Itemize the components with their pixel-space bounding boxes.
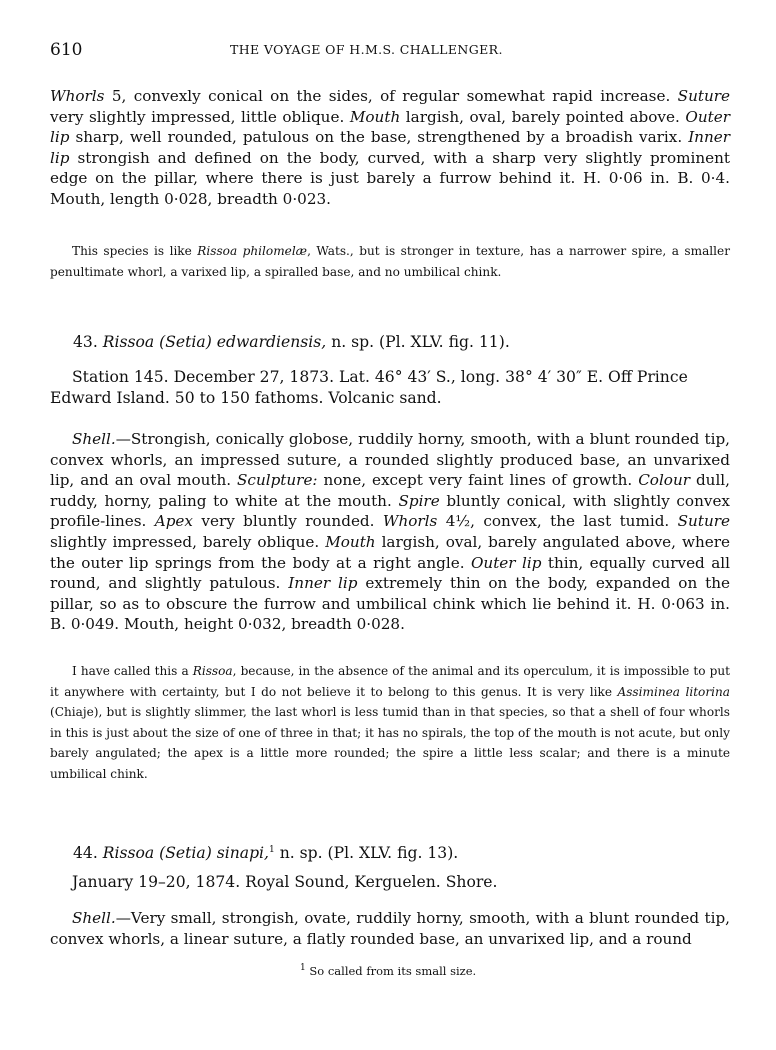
colour-text: dull, ruddy, horny, paling to white at the mouth. [50, 471, 730, 510]
mouth-text: largish, oval, barely angulated above, where the outer lip springs from the body at a right angle. [50, 532, 730, 572]
inner-lip-label: Inner lip [288, 574, 358, 593]
whorls-text: 4½, convex, the last tumid. [437, 512, 678, 531]
shell-text: —Strongish, conically globose, ruddily horny, smooth, with a blunt rounded tip, convex whorls, an impressed suture, a rounded slightly produced base, an unvarixed lip, and an oval mouth. [50, 430, 730, 490]
note-part-1: I have called this a [72, 664, 193, 678]
species-43-authority: n. sp. (Pl. XLV. fig. 11). [326, 333, 510, 351]
species-44-number: 44. [73, 844, 103, 862]
outer-lip-text: sharp, well rounded, patulous on the base, strengthened by a broadish varix. [69, 128, 689, 147]
shell-label: Shell. [72, 909, 116, 927]
note-assiminea: Assiminea litorina [617, 684, 730, 699]
outer-lip-label: Outer lip [470, 553, 542, 572]
intro-note-after: , Wats., but is stronger in texture, has a narrower spire, a smaller penultimate whorl, a varixed lip, a spiralled base, and no umbilical chink. [50, 244, 730, 279]
shell-label: Shell. [72, 430, 116, 448]
species-43-station: Station 145. December 27, 1873. Lat. 46° 43′ S., long. 38° 4′ 30″ E. Off Prince Edward Island. 50 to 150 fathoms. Volcanic sand. [50, 368, 688, 407]
species-44-genus: Rissoa [102, 844, 155, 862]
species-44-title [73, 844, 733, 862]
species-44-station: January 19–20, 1874. Royal Sound, Kerguelen. Shore. [72, 873, 498, 891]
mouth-text: largish, oval, barely pointed above. [400, 107, 686, 126]
species-44-authority: n. sp. (Pl. XLV. fig. 13). [274, 844, 459, 862]
inner-lip-text: strongish and defined on the body, curved, with a sharp very slightly prominent edge on the pillar, where there is just barely a furrow behind it. H. 0·06 in. B. 0·4. Mouth, length 0·028, breadth 0·023. [50, 148, 730, 208]
species-43-genus: Rissoa [102, 333, 155, 351]
running-title: THE VOYAGE OF H.M.S. CHALLENGER. [230, 42, 503, 57]
page-number: 610 [50, 40, 83, 60]
whorls-label: Whorls [382, 512, 438, 531]
suture-text: slightly impressed, barely oblique. [50, 532, 326, 551]
species-44-subgenus: (Setia) sinapi, [159, 844, 269, 862]
note-rissoa: Rissoa [192, 664, 233, 678]
whorls-label: Whorls [50, 87, 105, 105]
spire-label: Spire [398, 491, 440, 510]
whorls-text: 5, convexly conical on the sides, of regular somewhat rapid increase. [104, 87, 678, 105]
suture-text: very slightly impressed, little oblique. [50, 107, 350, 126]
inner-lip-text: extremely thin on the body, expanded on the pillar, so as to obscure the furrow and umbilical chink which lie behind it. H. 0·063 in. B. 0·049. Mouth, height 0·032, breadth 0·028. [50, 574, 731, 634]
spire-text: bluntly conical, with slightly convex profile-lines. [50, 491, 730, 531]
sculpture-label: Sculpture: [237, 471, 318, 490]
species-43-number: 43. [73, 333, 103, 351]
species-43-note [50, 661, 730, 784]
inner-lip-label: Inner lip [50, 128, 730, 167]
mouth-label: Mouth [325, 532, 376, 551]
intro-note [50, 241, 730, 282]
suture-label: Suture [677, 87, 730, 105]
apex-label: Apex [154, 512, 193, 531]
shell-text: —Very small, strongish, ovate, ruddily horny, smooth, with a blunt rounded tip, convex whorls, a linear suture, a flatly rounded base, an unvarixed lip, and a round [50, 909, 730, 948]
sculpture-text: none, except very faint lines of growth. [317, 471, 639, 490]
page-header [50, 40, 730, 62]
suture-label: Suture [677, 512, 730, 531]
intro-note-before: This species is like [72, 244, 198, 258]
footnote-text: So called from its small size. [305, 963, 477, 978]
outer-lip-text: thin, equally curved all round, and slightly patulous. [50, 553, 730, 593]
note-part-3: (Chiaje), but is slightly slimmer, the last whorl is less tumid than in that species, so that a shell of four whorls in this is just about the size of one of three in that; it has no spirals, the top of the mouth is not acute, but only barely angulated; the apex is a little more rounded; the spire a little less scalar; and there is a minute umbilical chink. [50, 705, 730, 781]
mouth-label: Mouth [349, 107, 401, 126]
species-44-description [50, 908, 730, 949]
species-43-description [50, 429, 730, 635]
apex-text: very bluntly rounded. [192, 512, 383, 531]
footnote [300, 963, 476, 978]
species-43-title [73, 333, 733, 351]
species-43-subgenus: (Setia) edwardiensis, [159, 333, 327, 351]
colour-label: Colour [638, 471, 690, 490]
intro-note-species: Rissoa philomelæ [197, 244, 308, 258]
outer-lip-label: Outer lip [50, 107, 730, 147]
footnote-reference[interactable]: 1 [269, 844, 275, 855]
note-part-2: , because, in the absence of the animal and its operculum, it is impossible to put it anywhere with certainty, but I do not believe it to belong to this genus. It is very like [50, 664, 731, 699]
intro-description [50, 86, 730, 210]
footnote-mark: 1 [300, 963, 306, 973]
